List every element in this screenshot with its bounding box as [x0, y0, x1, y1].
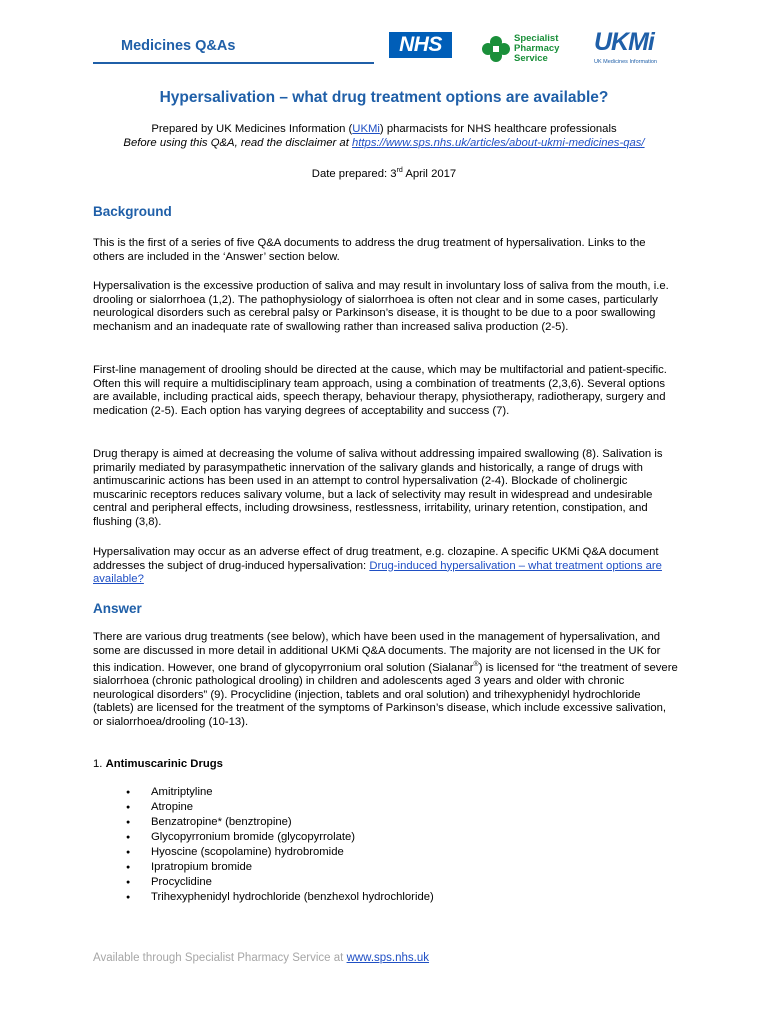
list-item: ● Hyoscine (scopolamine) hydrobromide [126, 845, 434, 860]
sps-logo-text: Specialist Pharmacy Service [514, 33, 560, 64]
ukmi-logo [594, 28, 684, 70]
page-title: Hypersalivation – what drug treatment options are available? [159, 89, 609, 106]
list-item: ● Benzatropine* (benztropine) [126, 815, 434, 830]
sps-clover-icon [481, 35, 511, 63]
background-heading: Background [93, 204, 172, 219]
header-rule [93, 62, 374, 64]
page-footer: Available through Specialist Pharmacy Service at www.sps.nhs.uk [93, 952, 430, 964]
ukmi-logo-word: UKMi [594, 28, 654, 56]
background-paragraph-1: This is the first of a series of five Q&A documents to address the drug treatment of hypersalivation. Links to the others are included in the ‘Answer’ section below. [93, 237, 646, 263]
ukmi-link[interactable]: UKMi [352, 123, 380, 135]
list-item: ● Amitriptyline [126, 785, 434, 800]
list-item: ● Trihexyphenidyl hydrochloride (benzhexol hydrochloride) [126, 890, 434, 905]
background-paragraph-2: Hypersalivation is the excessive production of saliva and may result in involuntary loss of saliva from the mouth, i.e. drooling or sialorrhoea (1,2). The pathophysiology of sialorrhoea is often not clear and in some cases, particularly neurological disorders such as cerebral palsy or Parkinson’s disease, it is thought to be due to a poor swallowing mechanism and an inadequate rate of swallowing rather than increased saliva production (2-5). [93, 280, 669, 333]
antimuscarinic-drug-list [126, 785, 434, 905]
date-prepared: Date prepared: 3rd April 2017 [311, 167, 457, 180]
disclaimer-line: Before using this Q&A, read the disclaimer at https://www.sps.nhs.uk/articles/about-ukmi-medicines-qas/ [123, 137, 645, 149]
list-item: ● Glycopyrronium bromide (glycopyrrolate) [126, 830, 434, 845]
background-paragraph-4: Drug therapy is aimed at decreasing the volume of saliva without addressing impaired swallowing (8). Salivation is primarily mediated by parasympathetic innervation of the salivary glands and historically, a range of drugs with antimuscarinic actions has been used in an attempt to control hypersalivation (2-4). Blockade of cholinergic muscarinic receptors reduces salivary volume, but a lack of selectivity may result in widespread and undesirable central and peripheral effects, including drowsiness, restlessness, irritability, urinary retention, constipation, and flushing (3,8). [93, 448, 663, 528]
drug-induced-hypersalivation-link[interactable]: Drug-induced hypersalivation – what treatment options are available? [93, 559, 662, 585]
answer-paragraph-1: There are various drug treatments (see below), which have been used in the management of hypersalivation, and some are discussed in more detail in additional UKMi Q&A documents. The majority are not licensed in the UK for this indication. However, one brand of glycopyrronium oral solution (Sialanar®) is licensed for “the treatment of severe sialorrhoea (chronic pathological drooling) in children and adolescents aged 3 years and older with chronic neurological disorders” (9). Procyclidine (injection, tablets and oral solution) and trihexyphenidyl hydrochloride (tablets) are licensed for the treatment of the symptoms of Parkinson’s disease, which include excessive salivation, or sialorrhoea/drooling (10-13). [93, 631, 678, 728]
prepared-by-line: Prepared by UK Medicines Information (UKMi) pharmacists for NHS healthcare professionals [151, 123, 617, 135]
background-paragraph-3: First-line management of drooling should be directed at the cause, which may be multifactorial and patient-specific. Often this will require a multidisciplinary team approach, using a combination of treatments (2,3,6). Several options are available, including practical aids, speech therapy, behaviour therapy, physiotherapy, radiotherapy, surgery and medication (2-5). Each option has varying degrees of acceptability and success (7). [93, 364, 667, 417]
answer-heading: Answer [93, 601, 142, 616]
sps-website-link[interactable]: www.sps.nhs.uk [346, 952, 430, 964]
list-item: ● Procyclidine [126, 875, 434, 890]
background-paragraph-5: Hypersalivation may occur as an adverse effect of drug treatment, e.g. clozapine. A specific UKMi Q&A document addresses the subject of drug-induced hypersalivation: Drug-induced hypersalivation – what treatment options are available? [93, 546, 662, 585]
antimuscarinic-subheading: 1. Antimuscarinic Drugs [93, 758, 223, 770]
list-item: ● Ipratropium bromide [126, 860, 434, 875]
disclaimer-link[interactable]: https://www.sps.nhs.uk/articles/about-ukmi-medicines-qas/ [351, 137, 645, 149]
list-item: ● Atropine [126, 800, 434, 815]
header-title: Medicines Q&As [121, 38, 236, 54]
ukmi-logo-subtitle: UK Medicines Information [594, 59, 657, 65]
sps-logo [481, 34, 571, 66]
nhs-logo: NHS [389, 32, 452, 58]
